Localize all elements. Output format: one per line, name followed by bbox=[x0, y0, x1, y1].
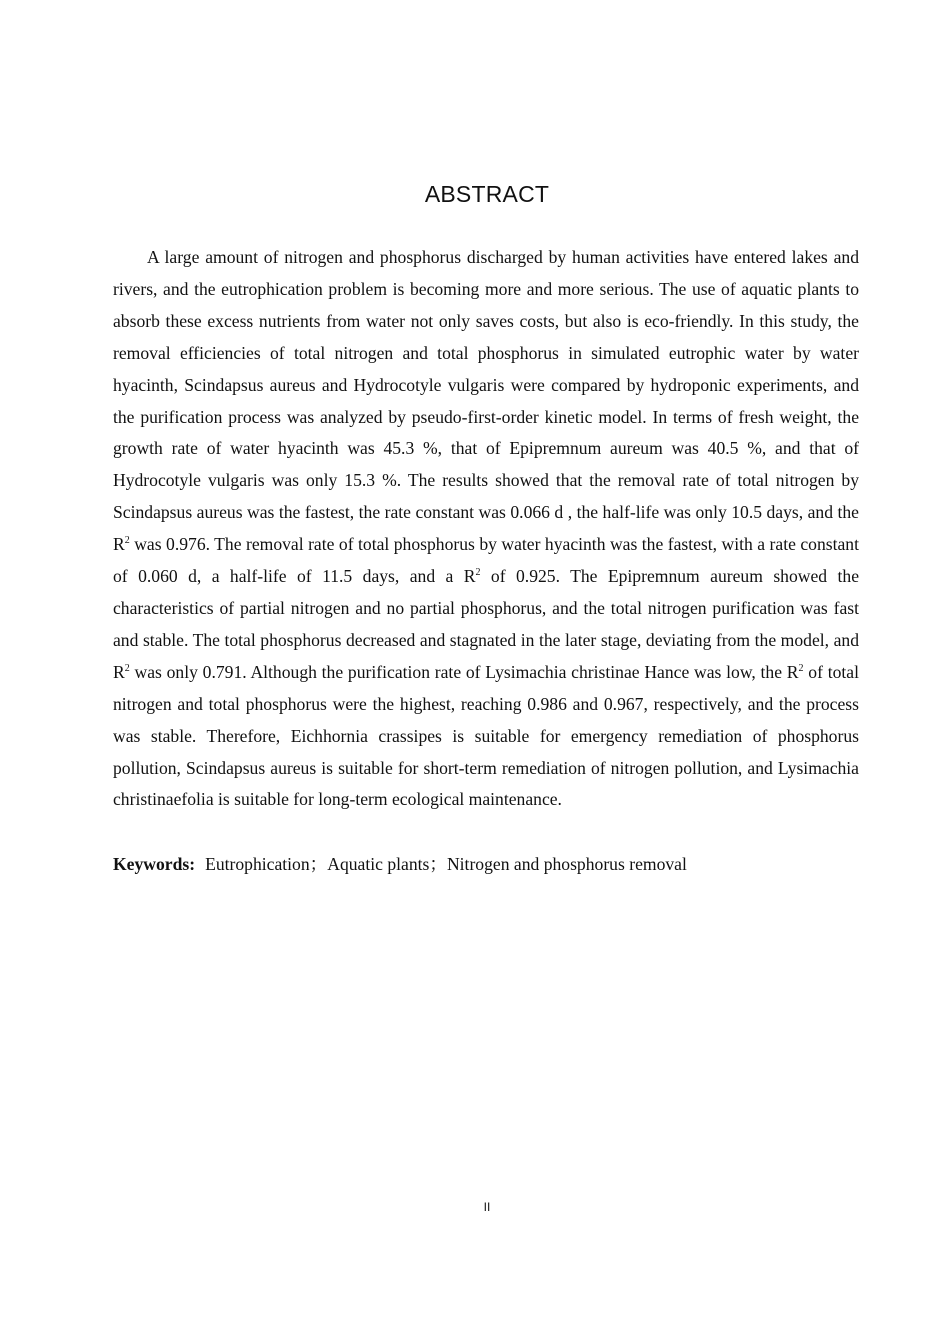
abstract-text-segment-1: A large amount of nitrogen and phosphorus discharged by human activities have entered lakes and rivers, and the eutrophication problem is becoming more and more serious. The use of aquatic plants to absorb these excess nutrients from water not only saves costs, but also is eco-friendly. In this study, the removal efficiencies of total nitrogen and total phosphorus in simulated eutrophic water by water hyacinth, Scindapsus aureus and Hydrocotyle vulgaris were compared by hydroponic experiments, and the purification process was analyzed by pseudo-first-order kinetic model. In terms of fresh weight, the growth rate of water hyacinth was 45.3 %, that of Epipremnum aureum was 40.5 %, and that of Hydrocotyle vulgaris was only 15.3 %. The results showed that the removal rate of total nitrogen by Scindapsus aureus was the fastest, the rate constant was 0.066 d , the half-life was only 10.5 days, and the R bbox=[113, 247, 859, 555]
abstract-text-segment-4: was only 0.791. Although the purification rate of Lysimachia christinae Hance was low, the R bbox=[129, 661, 799, 682]
abstract-paragraph bbox=[113, 242, 859, 816]
keywords-value: Eutrophication；Aquatic plants；Nitrogen and phosphorus removal bbox=[205, 854, 687, 874]
r-squared-superscript-3: 2 bbox=[124, 662, 130, 674]
r-squared-superscript-1: 2 bbox=[124, 535, 130, 547]
abstract-text-segment-5: of total nitrogen and total phosphorus were the highest, reaching 0.986 and 0.967, respectively, and the process was stable. Therefore, Eichhornia crassipes is suitable for emergency remediation of phosphorus pollution, Scindapsus aureus is suitable for short-term remediation of nitrogen pollution, and Lysimachia christinaefolia is suitable for long-term ecological maintenance. bbox=[113, 661, 859, 810]
page-number: II bbox=[483, 1200, 491, 1214]
abstract-text-segment-2: was 0.976. The removal rate of total phosphorus by water hyacinth was the fastest, with a rate constant of 0.060 d, a half-life of 11.5 days, and a R bbox=[113, 534, 859, 587]
keywords-label: Keywords: bbox=[113, 854, 196, 874]
keywords-line bbox=[113, 849, 859, 881]
r-squared-superscript-2: 2 bbox=[475, 567, 481, 579]
r-squared-superscript-4: 2 bbox=[798, 662, 804, 674]
page-title: ABSTRACT bbox=[424, 181, 550, 207]
abstract-text-segment-3: of 0.925. The Epipremnum aureum showed the characteristics of partial nitrogen and no partial phosphorus, and the total nitrogen purification was fast and stable. The total phosphorus decreased and stagnated in the later stage, deviating from the model, and R bbox=[113, 566, 860, 682]
